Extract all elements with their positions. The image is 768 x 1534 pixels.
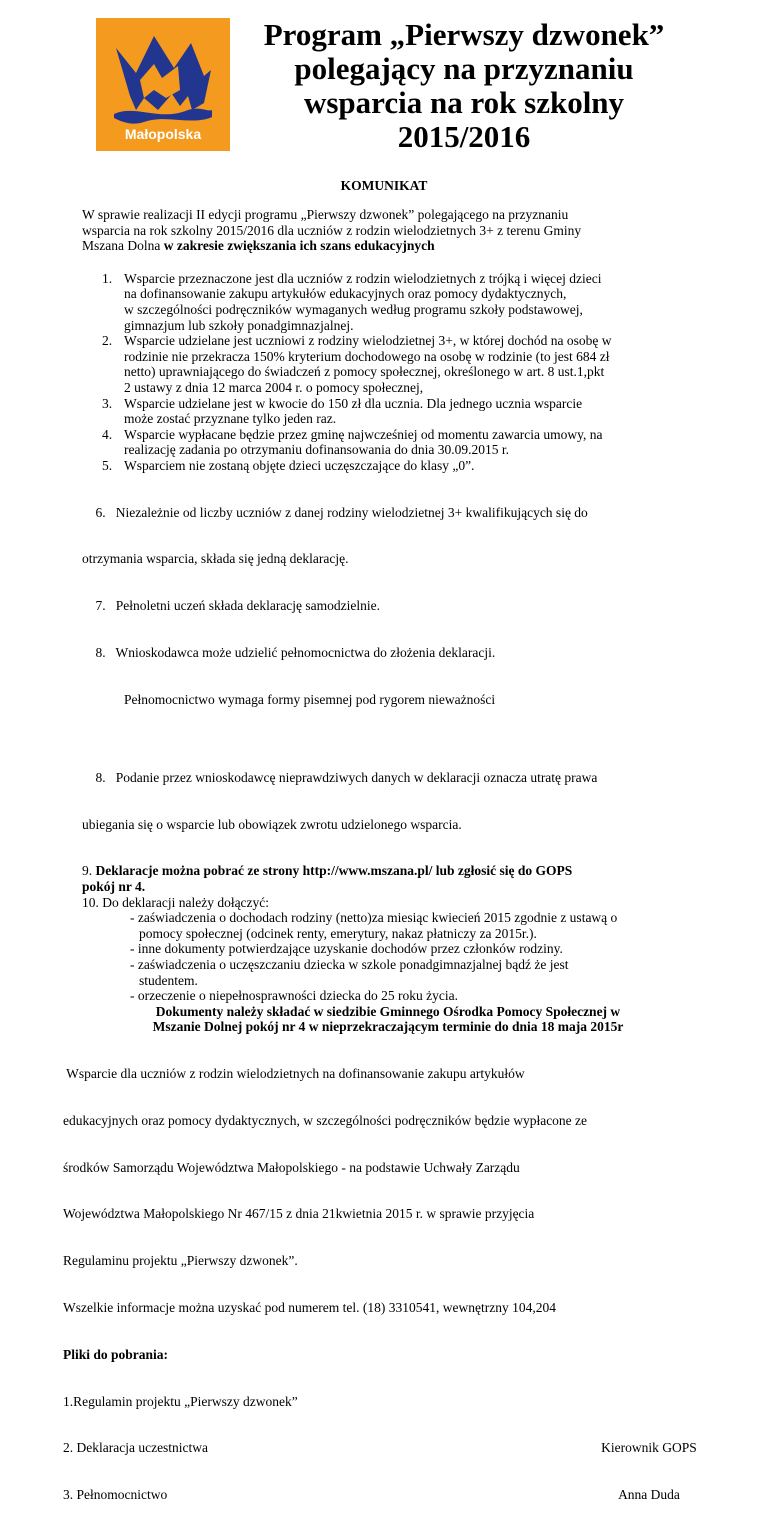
attachment-item: - zaświadczenia o uczęszczaniu dziecka w szkole ponadgimnazjalnej bądź że jest	[130, 956, 569, 972]
intro-paragraph	[82, 207, 694, 254]
intro-line: wsparcia na rok szkolny 2015/2016 dla uczniów z rodzin wielodzietnych 3+ z terenu Gminy	[82, 222, 582, 238]
item-line: gimnazjum lub szkoły ponadgimnazjalnej.	[124, 317, 354, 333]
malopolska-logo	[96, 18, 230, 151]
payment-line: środków Samorządu Województwa Małopolskiego - na podstawie Uchwały Zarządu	[63, 1159, 520, 1175]
item-line: 8. Podanie przez wnioskodawcę nieprawdziwych danych w deklaracji oznacza utratę prawa	[82, 769, 598, 785]
item-line: Wsparcie udzielane jest w kwocie do 150 zł dla ucznia. Dla jednego ucznia wsparcie	[124, 395, 583, 411]
item-10	[82, 895, 694, 1004]
item-9	[82, 863, 694, 894]
item-line: Wsparcie wypłacane będzie przez gminę najwcześniej od momentu zawarcia umowy, na	[124, 426, 603, 442]
item-line: może zostać przyznane tylko jeden raz.	[124, 411, 337, 427]
title-line: Program „Pierwszy dzwonek”	[263, 17, 665, 52]
item-number: 5.	[102, 457, 113, 473]
download-signature-row	[63, 1487, 714, 1503]
item-10-header: 10. Do deklaracji należy dołączyć:	[82, 894, 270, 910]
item-line: Pełnomocnictwo wymaga formy pisemnej pod rygorem nieważności	[124, 691, 496, 707]
list-item	[82, 458, 694, 474]
attachment-item: - orzeczenie o niepełnosprawności dziecka do 25 roku życia.	[130, 988, 458, 1004]
payment-line: edukacyjnych oraz pomocy dydaktycznych, w szczególności podręczników będzie wypłacone ze	[63, 1112, 588, 1128]
list-item	[82, 271, 694, 333]
list-item	[82, 333, 694, 395]
download-file[interactable]: 3. Pełnomocnictwo	[63, 1487, 168, 1503]
item-line: ubiegania się o wsparcie lub obowiązek zwrotu udzielonego wsparcia.	[82, 816, 462, 832]
item-line: Wsparcie przeznaczone jest dla uczniów z rodzin wielodzietnych z trójką i więcej dzieci	[124, 270, 602, 286]
payment-line: Wsparcie dla uczniów z rodzin wielodzietnych na dofinansowanie zakupu artykułów	[63, 1066, 525, 1082]
intro-bold-tail: w zakresie zwiększania ich szans edukacyjnych	[163, 238, 435, 254]
item-7: 7. Pełnoletni uczeń składa deklarację samodzielnie.	[82, 598, 381, 614]
submission-line: Mszanie Dolnej pokój nr 4 w nieprzekraczającym terminie do dnia 18 maja 2015r	[152, 1019, 624, 1035]
item-line: Wsparciem nie zostaną objęte dzieci uczęszczające do klasy „0”.	[124, 457, 475, 473]
item-line: rodzinie nie przekracza 150% kryterium dochodowego na osobę w rodzinie (to jest 684 zł	[124, 348, 610, 364]
item-line: realizację zadania po otrzymaniu dofinansowania do dnia 30.09.2015 r.	[124, 442, 509, 458]
item-number: 4.	[102, 426, 113, 442]
item-line: 6. Niezależnie od liczby uczniów z danej rodziny wielodzietnej 3+ kwalifikujących się do	[82, 504, 588, 520]
title-line: wsparcia na rok szkolny	[303, 85, 625, 120]
item-number: 2.	[102, 333, 113, 349]
download-file[interactable]: 1.Regulamin projektu „Pierwszy dzwonek”	[63, 1393, 298, 1409]
download-signature-row	[63, 1440, 714, 1456]
contact-info: Wszelkie informacje można uzyskać pod numerem tel. (18) 3310541, wewnętrzny 104,204	[63, 1299, 556, 1315]
title-line: polegający na przyznaniu	[294, 51, 634, 86]
payment-line: Regulaminu projektu „Pierwszy dzwonek”.	[63, 1253, 298, 1269]
downloads-heading: Pliki do pobrania:	[63, 1346, 169, 1362]
item-line	[82, 863, 694, 879]
item-line: otrzymania wsparcia, składa się jedną deklarację.	[82, 551, 349, 567]
malopolska-logo-graphic	[96, 18, 230, 151]
intro-line: W sprawie realizacji II edycji programu „Pierwszy dzwonek” polegającego na przyznaniu	[82, 207, 569, 222]
download-info: Deklaracje można pobrać ze strony http://www.mszana.pl/ lub zgłosić się do GOPS	[95, 863, 573, 879]
logo-caption: Małopolska	[124, 126, 202, 142]
item-9-prefix: 9.	[82, 863, 96, 879]
attachment-item: - inne dokumenty potwierdzające uzyskanie dochodów przez członków rodziny.	[130, 941, 563, 957]
item-number: 3.	[102, 395, 113, 411]
item-line: 2 ustawy z dnia 12 marca 2004 r. o pomocy społecznej,	[124, 379, 424, 395]
list-item	[82, 427, 694, 458]
item-6	[82, 474, 694, 599]
signature-name: Anna Duda	[618, 1487, 680, 1503]
item-line: w szczególności podręczników wymaganych według programu szkoły podstawowej,	[124, 301, 583, 317]
announcement-heading: KOMUNIKAT	[340, 178, 428, 193]
item-8-proxy	[82, 614, 694, 739]
item-8-false-data	[82, 739, 694, 864]
submission-line: Dokumenty należy składać w siedzibie Gminnego Ośrodka Pomocy Społecznej w	[155, 1003, 621, 1019]
intro-line-last	[82, 238, 694, 254]
page-title	[250, 18, 678, 154]
attachment-item-continued: studentem.	[139, 972, 198, 988]
payment-paragraph	[63, 1035, 714, 1534]
item-line: pokój nr 4.	[82, 878, 146, 894]
list-item	[82, 396, 694, 427]
item-line: na dofinansowanie zakupu artykułów edukacyjnych oraz pomocy dydaktycznych,	[124, 286, 567, 302]
payment-line: Województwa Małopolskiego Nr 467/15 z dnia 21kwietnia 2015 r. w sprawie przyjęcia	[63, 1206, 535, 1222]
attachment-item-continued: pomocy społecznej (odcinek renty, emerytury, nakaz płatniczy za 2015r.).	[139, 925, 537, 941]
download-file[interactable]: 2. Deklaracja uczestnictwa	[63, 1440, 209, 1456]
submission-notice	[82, 1004, 694, 1035]
item-line: 8. Wnioskodawca może udzielić pełnomocnictwa do złożenia deklaracji.	[82, 645, 496, 661]
item-line: Wsparcie udzielane jest uczniowi z rodziny wielodzietnej 3+, w której dochód na osobę w	[124, 333, 612, 349]
item-line: netto) uprawniającego do świadczeń z pomocy społecznej, określonego w art. 8 ust.1,pkt	[124, 364, 605, 380]
intro-line-start: Mszana Dolna	[82, 238, 164, 254]
attachment-item: - zaświadczenia o dochodach rodziny (netto)za miesiąc kwiecień 2015 zgodnie z ustawą o	[130, 910, 618, 926]
document-body	[63, 207, 697, 1534]
signature-role: Kierownik GOPS	[601, 1440, 697, 1456]
item-number: 1.	[102, 270, 113, 286]
title-line: 2015/2016	[397, 119, 531, 154]
